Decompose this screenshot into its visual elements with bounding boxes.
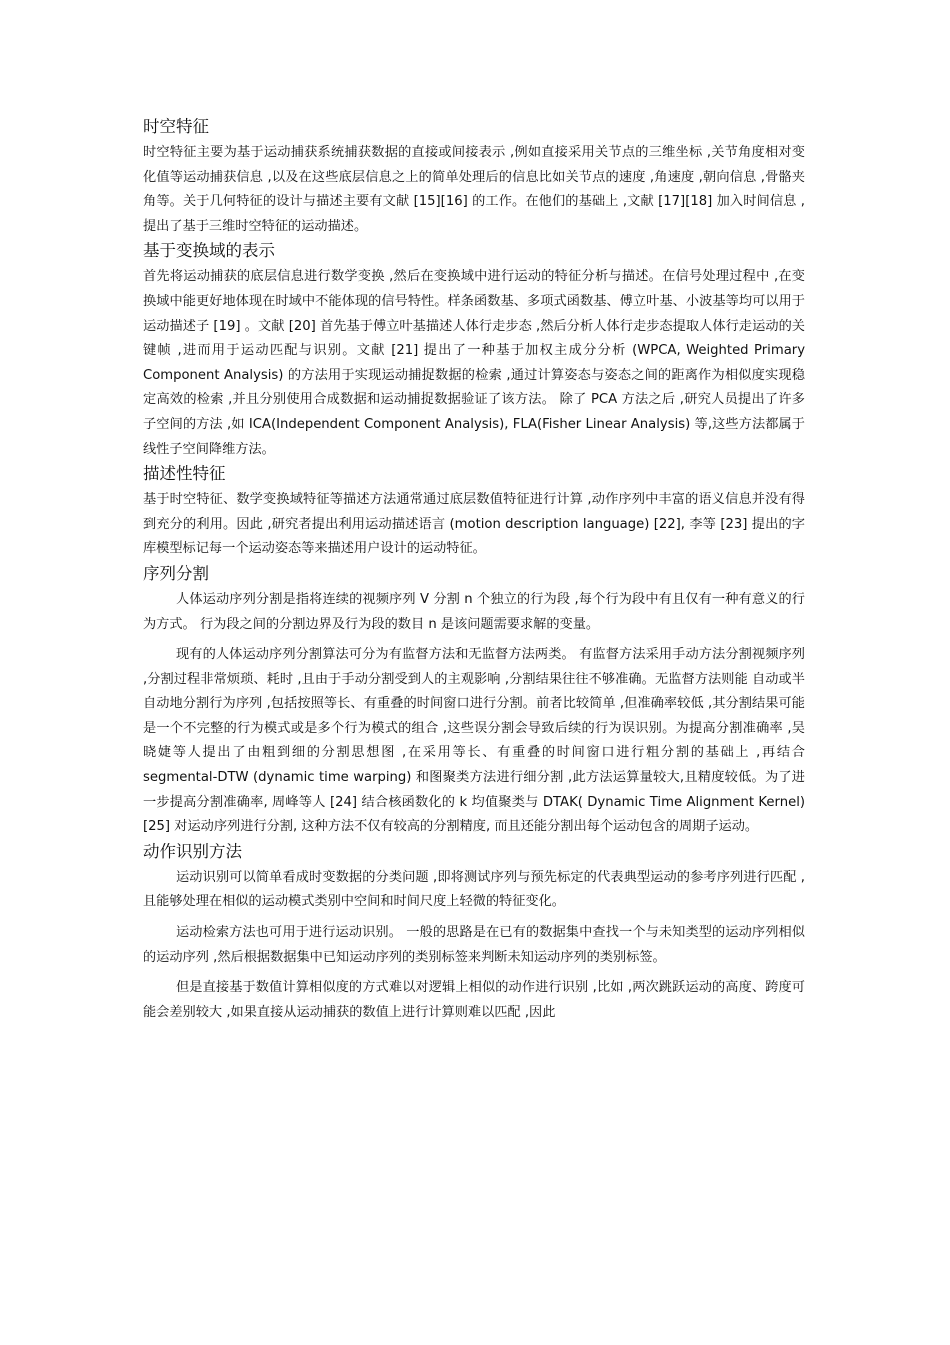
section-heading: 时空特征 xyxy=(143,117,209,136)
paragraph: 但是直接基于数值计算相似度的方式难以对逻辑上相似的动作进行识别 ,比如 ,两次跳跃运动的高度、跨度可能会差别较大 ,如果直接从运动捕获的数值上进行计算则难以匹配 ,因此 xyxy=(143,980,805,1020)
section-heading: 描述性特征 xyxy=(143,464,226,484)
paragraph: 运动检索方法也可用于进行运动识别。 一般的思路是在已有的数据集中查找一个与未知类型的运动序列相似的运动序列 ,然后根据数据集中已知运动序列的类别标签来判断未知运动序列的类别标签。 xyxy=(143,925,805,965)
section-heading: 序列分割 xyxy=(143,563,209,583)
section-sequence-segmentation xyxy=(143,563,805,840)
paragraph: 首先将运动捕获的底层信息进行数学变换 ,然后在变换域中进行运动的特征分析与描述。在信号处理过程中 ,在变换域中能更好地体现在时域中不能体现的信号特性。样条函数基、多项式函数基、傅立叶基、小波基等均可以用于运动描述子 [19] 。文献 [20] 首先基于傅立叶基描述人体行走步态 ,然后分析人体行走步态提取人体行走运动的关键帧 ,进而用于运动匹配与识别。文献 [21] 提出了一种基于加权主成分分析 (WPCA, Weighted Primary Component Analysis) 的方法用于实现运动捕捉数据的检索 ,通过计算姿态与姿态之间的距离作为相似度实现稳定高效的检索 ,并且分别使用合成数据和运动捕捉数据验证了该方法。 除了 PCA 方法之后 ,研究人员提出了许多子空间的方法 ,如 ICA(Independent Component Analysis), FLA(Fisher Linear Analysis) 等,这些方法都属于线性子空间降维方法。 xyxy=(143,269,805,457)
paragraph: 时空特征主要为基于运动捕获系统捕获数据的直接或间接表示 ,例如直接采用关节点的三维坐标 ,关节角度相对变化值等运动捕获信息 ,以及在这些底层信息之上的简单处理后的信息比如关节点的速度 ,角速度 ,朝向信息 ,骨骼夹角等。关于几何特征的设计与描述主要有文献 [15][16] 的工作。在他们的基础上 ,文献 [17][18] 加入时间信息 ,提出了基于三维时空特征的运动描述。 xyxy=(143,145,805,234)
paragraph: 运动识别可以简单看成时变数据的分类问题 ,即将测试序列与预先标定的代表典型运动的参考序列进行匹配 ,且能够处理在相似的运动模式类别中空间和时间尺度上轻微的特征变化。 xyxy=(143,869,805,910)
document-body xyxy=(143,116,805,1026)
paragraph: 基于时空特征、数学变换域特征等描述方法通常通过底层数值特征进行计算 ,动作序列中丰富的语义信息并没有得到充分的利用。因此 ,研究者提出利用运动描述语言 (motion description language) [22], 李等 [23] 提出的字库模型标记每一个运动姿态等来描述用户设计的运动特征。 xyxy=(143,492,805,557)
section-descriptive-features xyxy=(143,463,805,562)
section-transform-domain xyxy=(143,240,805,462)
paragraph: 现有的人体运动序列分割算法可分为有监督方法和无监督方法两类。 有监督方法采用手动方法分割视频序列 ,分割过程非常烦琐、耗时 ,且由于手动分割受到人的主观影响 ,分割结果往往不够准确。无监督方法则能 自动或半自动地分割行为序列 ,包括按照等长、有重叠的时间窗口进行分割。前者比较简单 ,但准确率较低 ,其分割结果可能是一个不完整的行为模式或是多个行为模式的组合 ,这些误分割会导致后续的行为误识别。为提高分割准确率 ,吴晓婕等人提出了由粗到细的分割思想图 ,在采用等长、有重叠的时间窗口进行粗分割的基础上 ,再结合 segmental-DTW (dynamic time warping) 和图聚类方法进行细分割 ,此方法运算量较大,且精度较低。为了进一步提高分割准确率, 周峰等人 [24] 结合核函数化的 k 均值聚类与 DTAK( Dynamic Time Alignment Kernel)[25] 对运动序列进行分割, 这种方法不仅有较高的分割精度, 而且还能分割出每个运动包含的周期子运动。 xyxy=(143,647,805,835)
section-action-recognition xyxy=(143,841,805,1026)
section-heading: 动作识别方法 xyxy=(143,841,242,861)
section-spatiotemporal xyxy=(143,116,805,239)
section-heading: 基于变换域的表示 xyxy=(143,241,275,261)
paragraph: 人体运动序列分割是指将连续的视频序列 V 分割 n 个独立的行为段 ,每个行为段中有且仅有一种有意义的行为方式。 行为段之间的分割边界及行为段的数目 n 是该问题需要求解的变量。 xyxy=(143,591,805,632)
